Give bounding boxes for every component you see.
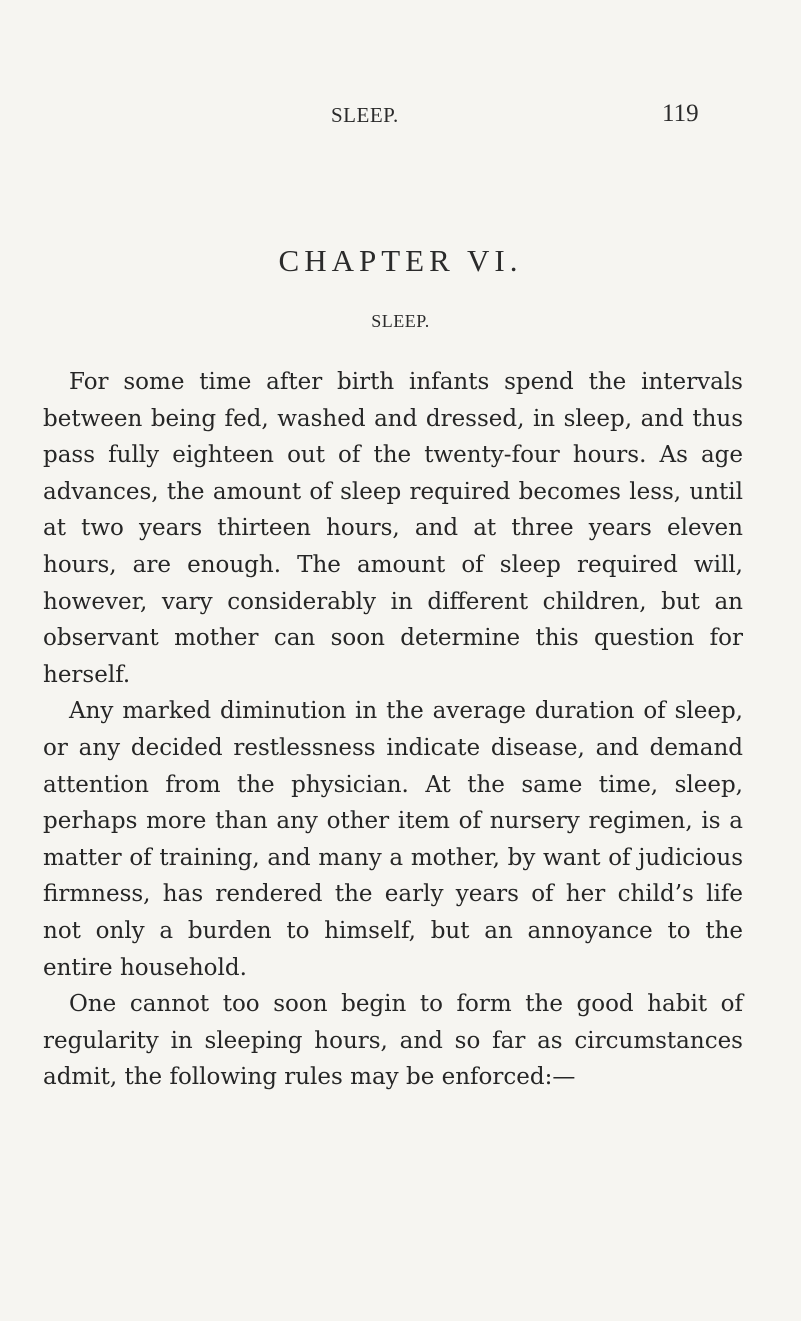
running-head: SLEEP.: [331, 103, 399, 127]
chapter-title: CHAPTER VI.: [278, 243, 523, 278]
section-title: SLEEP.: [371, 311, 430, 331]
body-text: [43, 364, 743, 1096]
page-number: 119: [662, 100, 699, 127]
paragraph-1: For some time after birth infants spend the intervals between being fed, washed and dressed, in sleep, and thus pass fully eighteen out of the twenty-four hours. As age advances, the amount of sleep required becomes less, until at two years thirteen hours, and at three years eleven hours, are enough. The amount of sleep required will, however, vary considerably in different children, but an observant mother can soon determine this question for herself.: [43, 369, 743, 688]
paragraph-2: Any marked diminution in the average duration of sleep, or any decided restlessness indicate disease, and demand attention from the physician. At the same time, sleep, perhaps more than any other item of nursery regimen, is a matter of training, and many a mother, by want of judicious firmness, has rendered the early years of her child’s life not only a burden to himself, but an annoyance to the entire household.: [43, 698, 743, 981]
paragraph-3: One cannot too soon begin to form the good habit of regularity in sleeping hours, and so far as circumstances admit, the following rules may be enforced:—: [43, 991, 743, 1091]
